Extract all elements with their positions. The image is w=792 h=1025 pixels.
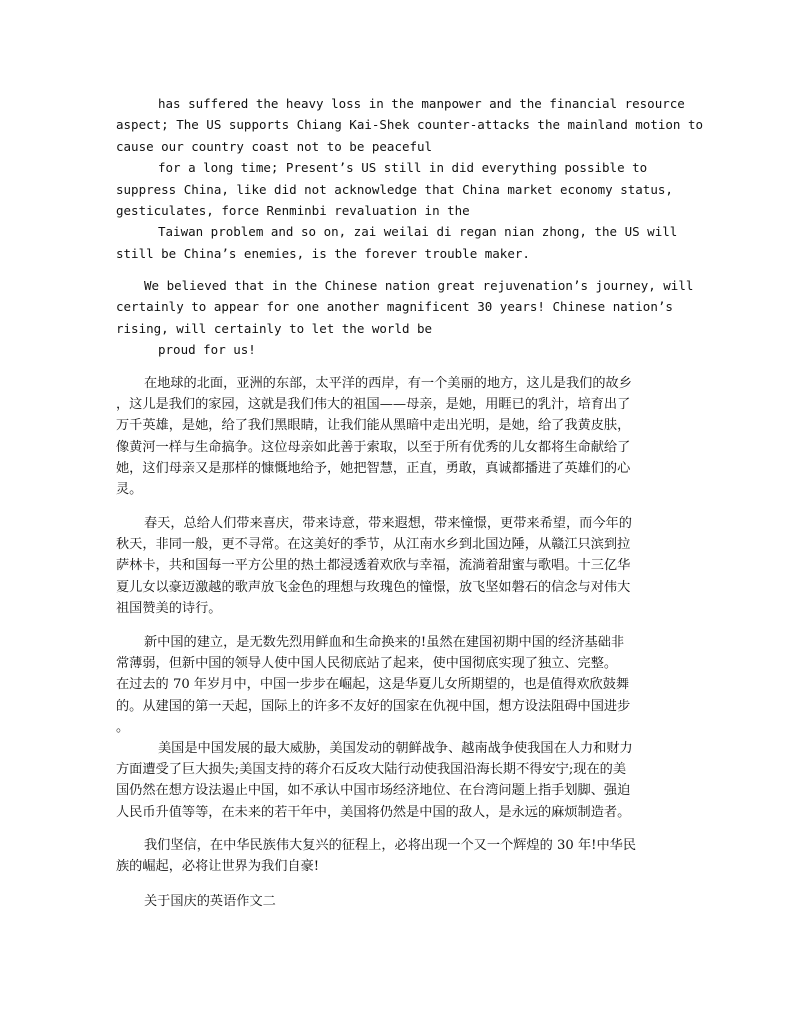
text-line: 人民币升值等等，在未来的若干年中，美国将仍然是中国的敌人，是永远的麻烦制造者。 — [116, 804, 631, 820]
text-line: 常薄弱，但新中国的领导人使中国人民彻底站了起来，使中国彻底实现了独立、完整。 — [116, 656, 618, 672]
text-line: still be China’s enemies, is the forever trouble maker. — [116, 245, 530, 261]
text-line: 的。从建国的第一天起，国际上的许多不友好的国家在仇视中国，想方设法阻碍中国进步 — [116, 698, 631, 714]
text-line: Taiwan problem and so on, zai weilai di regan nian zhong, the US will — [158, 224, 678, 240]
text-line: 在地球的北面，亚洲的东部，太平洋的西岸，有一个美丽的地方，这儿是我们的故乡 — [144, 376, 632, 391]
text-line: 。 — [116, 719, 130, 735]
text-line: 灵。 — [116, 482, 143, 498]
chinese-paragraph-4 — [116, 738, 676, 823]
chinese-paragraph-2 — [116, 513, 676, 619]
text-line: 祖国赞美的诗行。 — [116, 600, 222, 616]
text-line: 国仍然在想方设法遏止中国，如不承认中国市场经济地位、在台湾问题上指手划脚、强迫 — [116, 783, 631, 799]
text-line: 萨林卡，共和国每一平方公里的热土都浸透着欢欣与幸福，流淌着甜蜜与歌唱。十三亿华 — [116, 558, 631, 574]
text-line: for a long time; Present’s US still in did everything possible to — [158, 160, 648, 176]
chinese-paragraph-1 — [116, 373, 676, 500]
text-line: certainly to appear for one another magnificent 30 years! Chinese nation’s — [116, 299, 673, 315]
heading-text: 关于国庆的英语作文二 — [144, 894, 276, 909]
section-heading — [116, 891, 676, 912]
text-line: 万千英雄，是她，给了我们黑眼睛，让我们能从黑暗中走出光明，是她，给了我黄皮肤， — [116, 418, 631, 434]
text-line: 我们坚信，在中华民族伟大复兴的征程上，必将出现一个又一个辉煌的 30 年!中华民 — [144, 838, 637, 853]
text-line: 秋天，非同一般，更不寻常。在这美好的季节，从江南水乡到北国边陲，从赣江只滨到拉 — [116, 537, 631, 553]
text-line: 夏儿女以豪迈激越的歌声放飞金色的理想与玫瑰色的憧憬，放飞坚如磐石的信念与对伟大 — [116, 579, 631, 595]
text-line: ，这儿是我们的家园，这就是我们伟大的祖国——母亲，是她，用睚已的乳汁，培育出了 — [116, 397, 631, 413]
text-line: suppress China, like did not acknowledge that China market economy status, — [116, 181, 673, 197]
text-line: 她，这们母亲又是那样的慷慨地给予，她把智慧，正直，勇敢，真诚都播进了英雄们的心 — [116, 460, 631, 476]
text-line: gesticulates, force Renminbi revaluation in the — [116, 203, 470, 219]
chinese-paragraph-3 — [116, 632, 676, 738]
text-line: 族的崛起，必将让世界为我们自豪! — [116, 859, 320, 875]
text-line: 在过去的 70 年岁月中，中国一步步在崛起，这是华夏儿女所期望的，也是值得欢欣鼓舞 — [116, 677, 630, 693]
text-line: cause our country coast not to be peaceful — [116, 138, 433, 154]
text-line: 新中国的建立，是无数先烈用鲜血和生命换来的!虽然在建国初期中国的经济基础非 — [144, 635, 625, 650]
english-paragraph-2 — [116, 275, 694, 361]
text-line: proud for us! — [158, 342, 256, 358]
english-paragraph-1 — [116, 93, 703, 264]
chinese-paragraph-5 — [116, 835, 676, 877]
text-line: We believed that in the Chinese nation great rejuvenation’s journey, will — [144, 278, 694, 293]
text-line: rising, will certainly to let the world be — [116, 320, 433, 336]
text-line: 方面遭受了巨大损失;美国支持的蒋介石反攻大陆行动使我国沿海长期不得安宁;现在的美 — [116, 762, 627, 778]
text-line: aspect; The US supports Chiang Kai-Shek counter-attacks the mainland motion to — [116, 117, 703, 133]
text-line: 像黄河一样与生命搞争。这位母亲如此善于索取，以至于所有优秀的儿女都将生命献给了 — [116, 439, 631, 455]
text-line: 春天，总给人们带来喜庆，带来诗意，带来遐想，带来憧憬，更带来希望，而今年的 — [144, 516, 632, 531]
text-line: has suffered the heavy loss in the manpower and the financial resource — [158, 96, 685, 111]
text-line: 美国是中国发展的最大威胁，美国发动的朝鲜战争、越南战争使我国在人力和财力 — [158, 741, 633, 756]
